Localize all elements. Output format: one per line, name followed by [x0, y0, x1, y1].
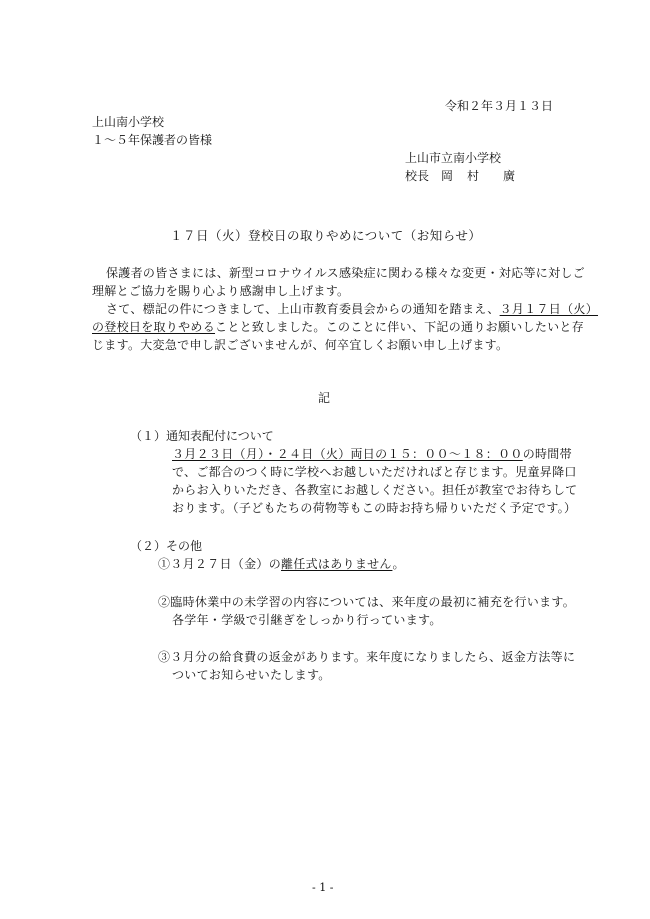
sender-organization: 上山市立南小学校	[405, 151, 502, 165]
page-number: - 1 -	[312, 881, 334, 894]
paragraph-2-line-3: じます。大変急で申し訳ございませんが、何卒宜しくお願い申し上げます。	[92, 338, 509, 352]
paragraph-1-line-2: 理解とご協力を賜り心より感謝申し上げます。	[92, 284, 350, 298]
section-1-line-1	[172, 446, 572, 462]
section-2-item-3-line-2: ついてお知らせいたします。	[172, 668, 331, 682]
sender-name-part: 岡	[441, 169, 454, 183]
underlined-date: ３月１７日（火）	[499, 302, 599, 316]
paragraph-2-text: さて、標記の件につきまして、上山市教育委員会からの通知を踏まえ、	[106, 302, 500, 316]
sender-signature	[405, 168, 515, 184]
sender-name-part: 村	[467, 169, 480, 183]
paragraph-2-text: ことと致しました。このことに伴い、下記の通りお願いしたいと存	[215, 320, 585, 334]
underlined-cancellation: の登校日を取りやめる	[92, 320, 216, 334]
recipient-school: 上山南小学校	[92, 115, 165, 129]
section-2-item-2-line-2: 各学年・学級で引継ぎをしっかり行っています。	[172, 613, 442, 627]
paragraph-2-line-2	[92, 319, 584, 335]
sender-title: 校長	[405, 169, 430, 183]
paragraph-1-line-1: 保護者の皆さまには、新型コロナウイルス感染症に関わる様々な変更・対応等に対しご	[106, 266, 585, 280]
document-date: 令和２年３月１３日	[445, 99, 554, 113]
sender-name-part: 廣	[503, 169, 516, 183]
section-1-line-4: おります。（子どもたちの荷物等もこの時お持ち帰りいただく予定です。）	[172, 501, 577, 515]
section-1-line-3: からお入りいただき、各教室にお越しください。担任が教室でお待ちして	[172, 483, 578, 497]
section-2-heading: （２）その他	[130, 539, 203, 553]
section-2-item-1	[158, 556, 405, 572]
recipient-group: １～５年保護者の皆様	[92, 133, 213, 147]
section-2-item-2-line-1: ②臨時休業中の未学習の内容については、来年度の最初に補充を行います。	[158, 595, 576, 609]
section-1-line-2: で、ご都合のつく時に学校へお越しいただければと存じます。児童昇降口	[172, 465, 577, 479]
section-1-heading: （１）通知表配付について	[130, 429, 274, 443]
section-1-text: の時間帯	[522, 447, 572, 461]
item-1-text: ①３月２７日（金）の	[158, 557, 282, 571]
paragraph-2-line-1	[106, 301, 598, 317]
item-1-text: 。	[392, 557, 405, 571]
notice-title: １７日（火）登校日の取りやめについて（お知らせ）	[170, 228, 482, 243]
underlined-schedule: ３月２３日（月）・２４日（火）両日の１５：００～１８：００	[172, 447, 523, 461]
ki-heading: 記	[318, 391, 331, 405]
section-2-item-3-line-1: ③３月分の給食費の返金があります。来年度になりましたら、返金方法等に	[158, 650, 576, 664]
underlined-no-ceremony: 離任式はありません	[281, 557, 393, 571]
